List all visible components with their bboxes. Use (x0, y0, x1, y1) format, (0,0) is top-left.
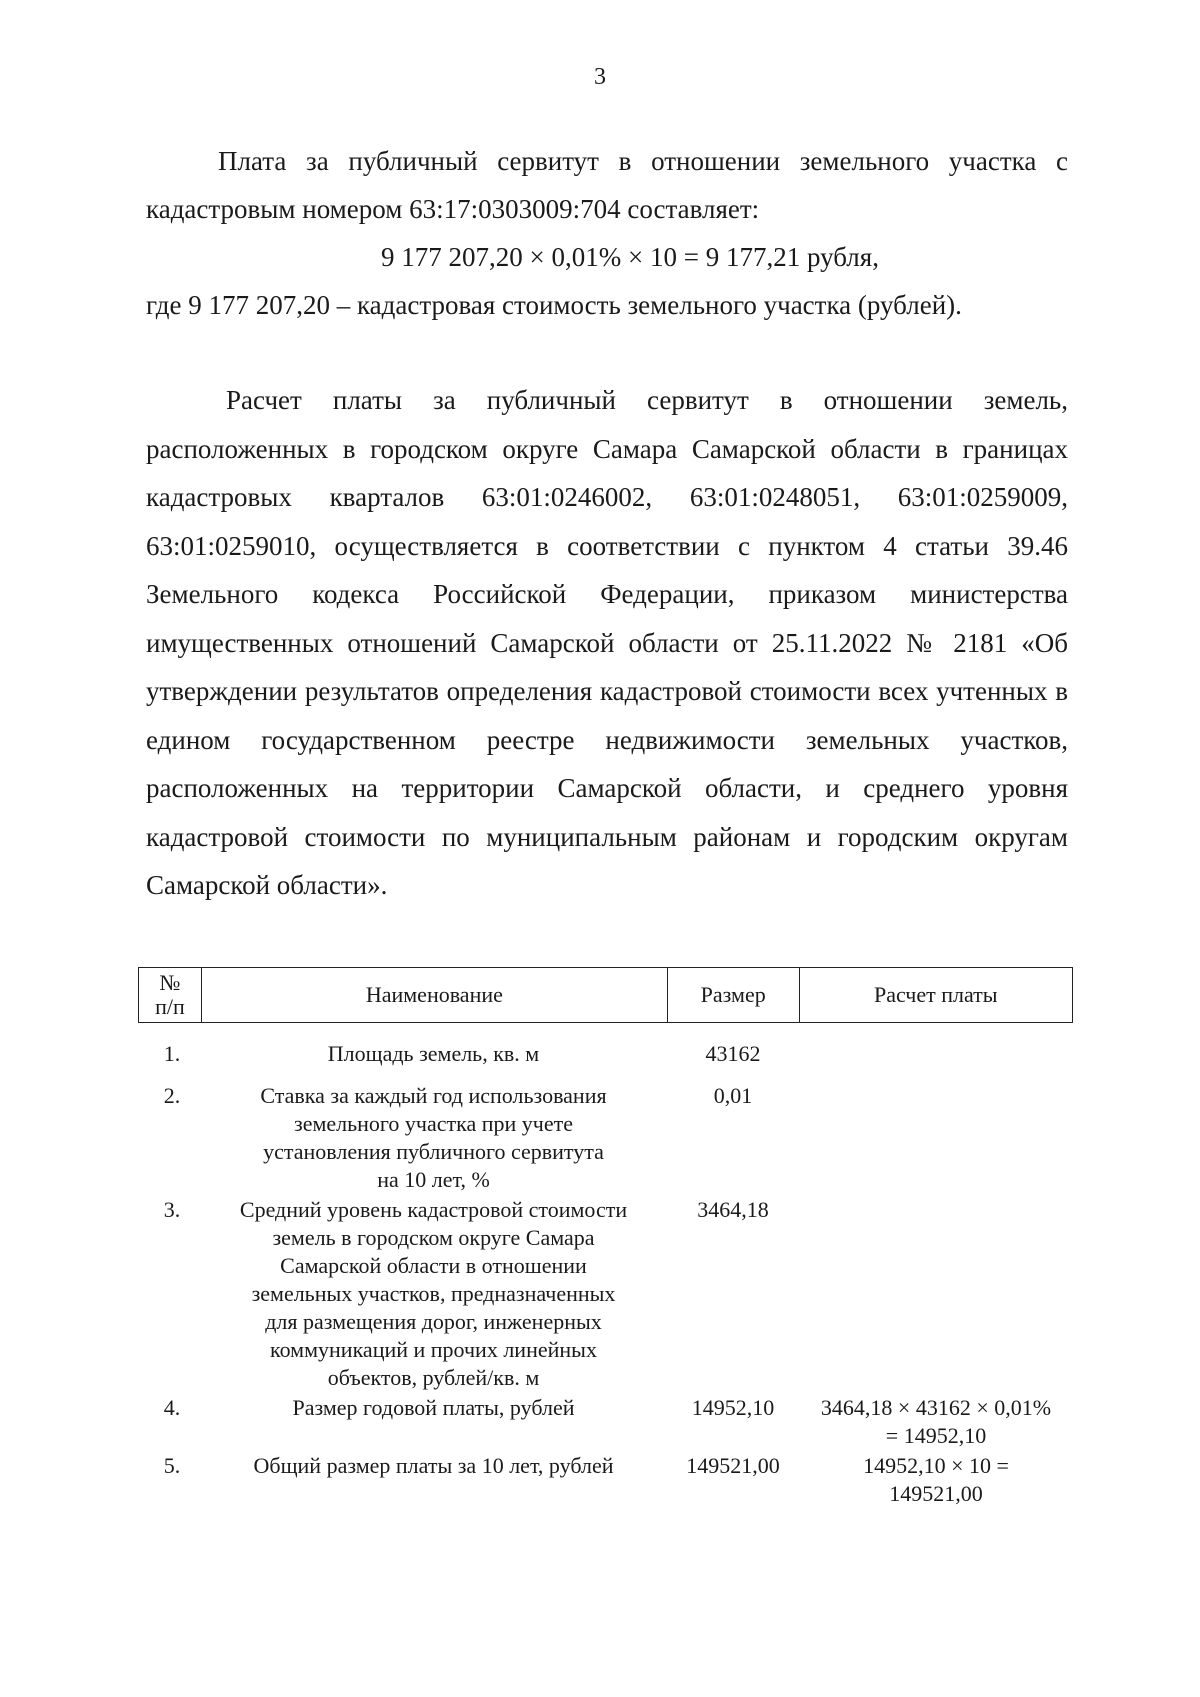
row-calc (799, 1040, 1073, 1068)
formula-explanation: где 9 177 207,20 – кадастровая стоимость земельного участка (рублей). (146, 290, 962, 320)
table-row (138, 1452, 1073, 1508)
table-header (138, 967, 1073, 1023)
row-name: Площадь земель, кв. м (327, 1041, 540, 1066)
row-name: Ставка за каждый год использования земельного участка при учете установления публичного сервитута на 10 лет, % (260, 1083, 607, 1192)
row-size: 43162 (705, 1041, 761, 1066)
header-name: Наименование (201, 968, 667, 1022)
row-size: 0,01 (713, 1083, 753, 1108)
table-row (138, 1196, 1073, 1392)
row-num: 1. (163, 1041, 181, 1066)
table-body (138, 1040, 1073, 1508)
row-name: Общий размер платы за 10 лет, рублей (253, 1453, 614, 1478)
paragraph-servitude-fee (146, 137, 1068, 329)
row-num: 4. (163, 1395, 181, 1420)
row-size: 149521,00 (686, 1453, 780, 1478)
row-num: 2. (163, 1083, 181, 1108)
row-calc (799, 1082, 1073, 1194)
header-size: Размер (667, 968, 799, 1022)
header-calc: Расчет платы (799, 968, 1072, 1022)
paragraph-calculation-basis (146, 376, 1068, 910)
page-number: 3 (594, 64, 606, 90)
row-calc (799, 1196, 1073, 1392)
row-num: 5. (163, 1453, 181, 1478)
row-size: 14952,10 (691, 1395, 775, 1420)
row-calc: 14952,10 × 10 = 149521,00 (863, 1453, 1009, 1506)
table-row (138, 1082, 1073, 1194)
table-row (138, 1394, 1073, 1450)
row-name: Средний уровень кадастровой стоимости земель в городском округе Самара Самарской области в отношении земельных участков, предназначенных для размещения дорог, инженерных коммуникаций и прочих линейных объектов, рублей/кв. м (239, 1197, 628, 1390)
row-size: 3464,18 (697, 1197, 769, 1222)
row-name: Размер годовой платы, рублей (292, 1395, 575, 1420)
row-num: 3. (163, 1197, 181, 1222)
row-calc: 3464,18 × 43162 × 0,01% = 14952,10 (820, 1395, 1052, 1448)
fee-formula: 9 177 207,20 × 0,01% × 10 = 9 177,21 рубля, (381, 242, 879, 272)
header-num: № п/п (155, 970, 185, 1019)
paragraph-text: Плата за публичный сервитут в отношении земельного участка с кадастровым номером 63:17:0303009:704 составляет: (146, 146, 1068, 224)
table-row (138, 1040, 1073, 1068)
paragraph-text: Расчет платы за публичный сервитут в отношении земель, расположенных в городском округе Самара Самарской области в границах кадастровых кварталов 63:01:0246002, 63:01:0248051, 63:01:0259009, 63:01:0259010, осуществляется в соответствии с пунктом 4 статьи 39.46 Земельного кодекса Российской Федерации, приказом министерства имущественных отношений Самарской области от 25.11.2022 № 2181 «Об утверждении результатов определения кадастровой стоимости всех учтенных в едином государственном реестре недвижимости земельных участков, расположенных на территории Самарской области, и среднего уровня кадастровой стоимости по муниципальным районам и городским округам Самарской области». (146, 385, 1068, 900)
